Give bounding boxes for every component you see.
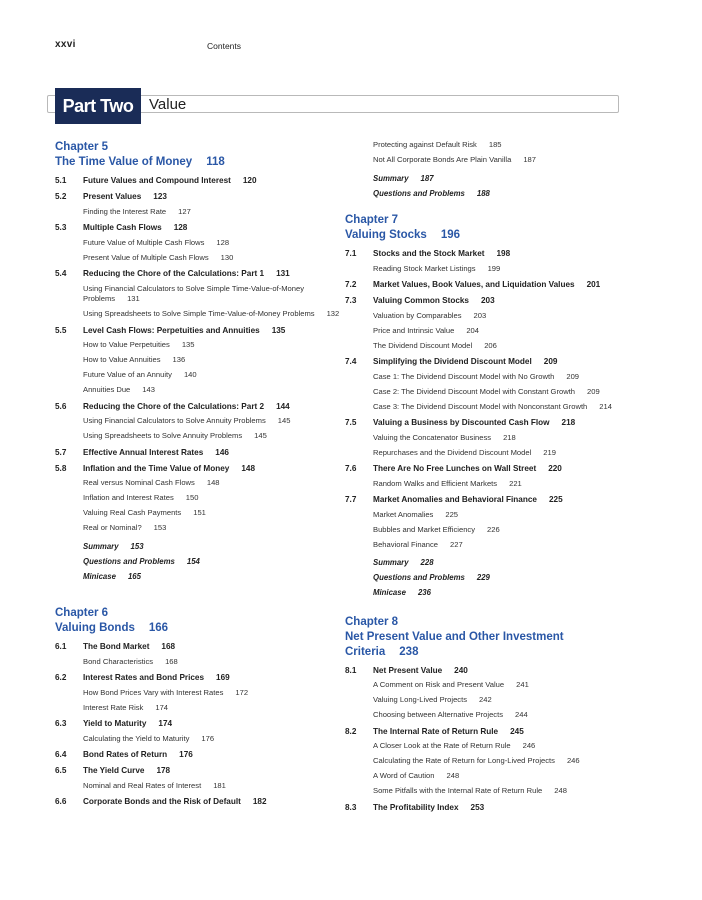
entry-title: Questions and Problems [373, 188, 465, 198]
section-title: Reducing the Chore of the Calculations: Part 2 [83, 401, 265, 411]
page-number: 132 [326, 309, 340, 318]
chapter-label: Chapter 5 [55, 141, 109, 153]
toc-section-entry[interactable] [55, 325, 345, 336]
chapter-page: 166 [148, 622, 169, 634]
entry-title: Interest Rate Risk [83, 702, 144, 712]
toc-subsection-entry[interactable] [83, 781, 345, 792]
page-number: 153 [130, 541, 144, 551]
entry-title: Behavioral Finance [373, 539, 439, 549]
entry-title: Minicase [83, 571, 116, 581]
page-number: 144 [276, 401, 290, 411]
section-number: 6.4 [55, 750, 67, 759]
toc-subsection-entry[interactable] [83, 508, 345, 519]
toc-back-matter-entry[interactable] [373, 558, 635, 569]
page-number: 165 [127, 571, 141, 581]
toc-section-entry[interactable] [55, 672, 345, 683]
section-number: 5.6 [55, 401, 67, 411]
entry-title: Using Financial Calculators to Solve Annuity Problems [83, 416, 266, 425]
toc-section-entry[interactable] [345, 665, 635, 676]
entry-title: Bond Characteristics [83, 656, 154, 666]
chapter-page: 238 [399, 645, 419, 658]
page-number: 236 [417, 588, 431, 597]
page-number: 187 [420, 173, 434, 183]
page-number: 248 [554, 786, 567, 795]
page-number: 209 [587, 386, 600, 396]
chapter-block [345, 615, 635, 813]
section-title-wrap [83, 268, 290, 279]
section-title: Market Anomalies and Behavioral Finance [373, 495, 537, 504]
toc-subsection-entry[interactable] [373, 680, 635, 691]
chapter-title-text: The Time Value of Money [55, 156, 193, 168]
page-number: 228 [420, 558, 434, 567]
section-title: Valuing Common Stocks [373, 296, 469, 305]
toc-subsection-entry[interactable] [83, 355, 345, 366]
entry-title: Nominal and Real Rates of Interest [83, 780, 202, 790]
toc-subsection-entry[interactable] [373, 372, 635, 383]
toc-subsection-entry[interactable] [373, 525, 635, 536]
toc-back-matter-entry[interactable] [373, 573, 635, 584]
section-number: 7.3 [345, 296, 357, 305]
page-number: 148 [206, 478, 220, 487]
toc-subsection-entry[interactable] [373, 771, 635, 782]
section-number: 5.8 [55, 463, 67, 473]
entry-title: Using Spreadsheets to Solve Simple Time-Value-of-Money Problems [83, 309, 315, 318]
entry-title: A Closer Look at the Rate of Return Rule [373, 741, 511, 750]
chapter-title[interactable] [345, 228, 635, 243]
page-number: 203 [481, 296, 495, 305]
entry-title: Using Financial Calculators to Solve Simple Time-Value-of-Money Problems [83, 283, 305, 303]
section-number: 7.2 [345, 280, 357, 289]
entry-title: Calculating the Rate of Return for Long-Lived Projects [373, 756, 555, 765]
section-title: Present Values [83, 192, 142, 201]
toc-section-entry[interactable] [345, 356, 635, 367]
toc-section-entry[interactable] [55, 222, 345, 233]
page-number: 229 [476, 573, 490, 582]
toc-section-entry[interactable] [345, 295, 635, 306]
toc-subsection-entry[interactable] [83, 416, 345, 427]
entry-title: Valuation by Comparables [373, 310, 462, 320]
toc-subsection-entry[interactable] [83, 370, 345, 381]
chapter-block [345, 213, 635, 599]
section-title: Bond Rates of Return [83, 750, 168, 759]
page-number: 242 [479, 695, 492, 704]
entry-title: Annuities Due [83, 385, 131, 394]
entry-title: Repurchases and the Dividend Discount Model [373, 447, 532, 457]
page-number: 253 [470, 802, 485, 812]
page-number: 123 [153, 192, 167, 201]
toc-subsection-entry[interactable] [373, 433, 635, 444]
section-title-wrap [83, 796, 267, 807]
toc-section-entry[interactable] [55, 749, 345, 760]
toc-subsection-entry[interactable] [83, 253, 345, 264]
page-number: 176 [179, 750, 193, 759]
section-title-wrap [83, 447, 229, 458]
section-title-wrap [83, 175, 257, 186]
page-number: 185 [488, 140, 502, 149]
entry-title: Questions and Problems [83, 556, 175, 566]
page-number: 169 [216, 673, 230, 682]
page-number: 136 [172, 355, 186, 364]
section-title: The Yield Curve [83, 766, 145, 775]
toc-back-matter-entry[interactable] [373, 174, 635, 185]
page-number: 181 [213, 780, 226, 790]
section-title: The Internal Rate of Return Rule [373, 726, 499, 736]
toc-subsection-entry[interactable] [83, 431, 345, 442]
section-title: Interest Rates and Bond Prices [83, 673, 205, 682]
page-number: 209 [543, 357, 558, 366]
section-number: 5.7 [55, 447, 67, 457]
entry-title: How to Value Perpetuities [83, 340, 170, 349]
page-number: 201 [586, 280, 601, 289]
chapter-title[interactable] [55, 155, 345, 170]
entry-title: Inflation and Interest Rates [83, 493, 174, 502]
entry-title: Finding the Interest Rate [83, 206, 167, 216]
toc-section-entry[interactable] [345, 248, 635, 259]
toc-column-left [55, 140, 345, 809]
page-number: 135 [271, 325, 286, 335]
entry-title: Market Anomalies [373, 509, 434, 519]
section-title-wrap [83, 325, 285, 336]
section-number: 7.6 [345, 464, 357, 473]
section-title-wrap [373, 279, 600, 290]
toc-subsection-entry[interactable] [83, 688, 345, 699]
section-title-wrap [373, 726, 524, 737]
toc-section-entry[interactable] [345, 494, 635, 505]
section-title: Reducing the Chore of the Calculations: Part 1 [83, 269, 265, 278]
page-number: 225 [445, 509, 459, 519]
section-number: 5.4 [55, 269, 67, 278]
section-title: Effective Annual Interest Rates [83, 447, 204, 457]
page-number: 120 [242, 176, 257, 185]
page-number: 182 [252, 797, 267, 806]
toc-subsection-entry[interactable] [83, 238, 345, 249]
entry-title: Case 3: The Dividend Discount Model with Nonconstant Growth [373, 401, 588, 411]
page-number: 151 [193, 508, 206, 517]
page-number: 153 [153, 523, 167, 532]
toc-section-entry[interactable] [55, 447, 345, 458]
section-title-wrap [83, 463, 255, 474]
section-number: 8.2 [345, 726, 357, 736]
toc-section-entry[interactable] [345, 726, 635, 737]
entry-title: Future Value of Multiple Cash Flows [83, 237, 205, 247]
section-title: Net Present Value [373, 665, 443, 675]
section-title-wrap [373, 295, 495, 306]
section-title: Yield to Maturity [83, 719, 147, 728]
section-number: 7.4 [345, 357, 357, 366]
page-number: 226 [487, 524, 500, 534]
section-number: 7.5 [345, 418, 357, 427]
entry-title: The Dividend Discount Model [373, 340, 473, 350]
toc-subsection-entry[interactable] [83, 309, 345, 320]
entry-title: A Comment on Risk and Present Value [373, 680, 505, 689]
toc-subsection-entry[interactable] [373, 510, 635, 521]
section-number: 8.3 [345, 802, 357, 812]
chapter-title-text: Valuing Stocks [345, 229, 427, 241]
toc-back-matter-entry[interactable] [373, 189, 635, 200]
section-title-wrap [83, 749, 193, 760]
section-title-wrap [373, 417, 575, 428]
entry-title: Future Value of an Annuity [83, 370, 172, 379]
page-number: 188 [476, 188, 490, 198]
section-title-wrap [83, 765, 170, 776]
page-number: 241 [516, 680, 529, 689]
page-number: 145 [277, 416, 291, 425]
entry-title: Choosing between Alternative Projects [373, 710, 504, 719]
toc-subsection-entry[interactable] [83, 523, 345, 534]
section-number: 5.5 [55, 325, 67, 335]
toc-subsection-entry[interactable] [83, 734, 345, 745]
chapter-title[interactable] [55, 621, 345, 636]
toc-subsection-entry[interactable] [373, 741, 635, 752]
page-number: 225 [548, 495, 563, 504]
toc-section-entry[interactable] [55, 191, 345, 202]
page-number: 174 [158, 719, 173, 728]
toc-section-entry[interactable] [55, 641, 345, 652]
toc-subsection-entry[interactable] [373, 341, 635, 352]
page-number: 220 [548, 464, 562, 473]
section-title-wrap [83, 672, 230, 683]
entry-title: Protecting against Default Risk [373, 140, 477, 149]
page-number: 127 [178, 206, 191, 216]
section-title-wrap [83, 401, 290, 412]
page-number: 203 [473, 310, 487, 320]
page-number: 131 [127, 294, 140, 303]
section-title: Valuing a Business by Discounted Cash Flow [373, 418, 550, 427]
section-title: Market Values, Book Values, and Liquidation Values [373, 280, 575, 289]
toc-subsection-entry[interactable] [83, 340, 345, 351]
section-number: 5.3 [55, 223, 67, 232]
chapter-label: Chapter 6 [55, 607, 109, 619]
page-number: 227 [450, 539, 463, 549]
page-number: 131 [276, 269, 290, 278]
page-number: 209 [566, 371, 580, 381]
section-title: The Bond Market [83, 642, 150, 651]
page-number: 172 [235, 687, 249, 697]
toc-subsection-entry[interactable] [373, 695, 635, 706]
chapter-title[interactable] [345, 630, 635, 660]
page-number: 128 [173, 223, 188, 232]
entry-title: Case 1: The Dividend Discount Model with No Growth [373, 371, 555, 381]
page-number: 240 [454, 665, 468, 675]
section-number: 6.2 [55, 673, 67, 682]
toc-back-matter-entry[interactable] [83, 557, 345, 568]
entry-title: Some Pitfalls with the Internal Rate of Return Rule [373, 786, 543, 795]
toc-subsection-entry[interactable] [83, 478, 345, 489]
toc-subsection-entry[interactable] [83, 284, 345, 305]
toc-subsection-entry[interactable] [83, 703, 345, 714]
section-title: The Profitability Index [373, 802, 459, 812]
toc-section-entry[interactable] [345, 417, 635, 428]
entry-title: Real or Nominal? [83, 523, 142, 532]
page-number: 244 [515, 710, 528, 719]
page-number: xxvi [55, 39, 76, 50]
toc-subsection-entry[interactable] [83, 385, 345, 396]
entry-title: Calculating the Yield to Maturity [83, 733, 190, 743]
chapter-page: 118 [206, 156, 225, 168]
page-number: 143 [142, 385, 155, 394]
page-number: 199 [487, 263, 501, 273]
chapter-title-text: Net Present Value and Other Investment Criteria [345, 630, 564, 658]
toc-subsection-entry[interactable] [373, 155, 635, 166]
toc-subsection-entry[interactable] [373, 710, 635, 721]
toc-section-entry[interactable] [55, 765, 345, 776]
running-title: Contents [207, 41, 242, 51]
section-title-wrap [373, 356, 557, 367]
page-number: 204 [466, 325, 479, 335]
page-number: 246 [566, 756, 580, 765]
page-number: 168 [161, 642, 176, 651]
entry-title: Present Value of Multiple Cash Flows [83, 252, 209, 262]
page-number: 135 [181, 340, 195, 349]
toc-back-matter-entry[interactable] [373, 588, 635, 599]
entry-title: Questions and Problems [373, 573, 465, 582]
section-title: Corporate Bonds and the Risk of Default [83, 797, 241, 806]
page-number: 148 [241, 463, 256, 473]
part-label: Part Two [55, 88, 141, 124]
toc-section-entry[interactable] [55, 175, 345, 186]
page-number: 176 [201, 733, 215, 743]
entry-title: Summary [373, 558, 409, 567]
toc-section-entry[interactable] [345, 463, 635, 474]
toc-section-entry[interactable] [345, 279, 635, 290]
section-title: Stocks and the Stock Market [373, 249, 485, 258]
section-number: 7.7 [345, 495, 357, 504]
toc-subsection-entry[interactable] [373, 540, 635, 551]
section-title: Future Values and Compound Interest [83, 176, 231, 185]
toc-back-matter-entry[interactable] [83, 542, 345, 553]
section-number: 6.1 [55, 642, 67, 651]
chapter-label: Chapter 7 [345, 214, 399, 226]
section-title-wrap [83, 222, 187, 233]
section-title-wrap [83, 191, 167, 202]
toc-back-matter-entry[interactable] [83, 572, 345, 583]
section-title-wrap [83, 641, 175, 652]
section-title: Simplifying the Dividend Discount Model [373, 357, 532, 366]
section-title: Level Cash Flows: Perpetuities and Annuities [83, 325, 260, 335]
toc-section-entry[interactable] [55, 463, 345, 474]
section-title: There Are No Free Lunches on Wall Street [373, 464, 537, 473]
entry-title: Real versus Nominal Cash Flows [83, 478, 195, 487]
page-number: 140 [183, 370, 197, 379]
entry-title: How to Value Annuities [83, 355, 161, 364]
chapter-block [55, 140, 345, 582]
page-number: 221 [509, 478, 522, 488]
entry-title: Random Walks and Efficient Markets [373, 478, 498, 488]
entry-title: Summary [83, 541, 119, 551]
page-number: 219 [543, 447, 556, 457]
toc-subsection-entry[interactable] [373, 479, 635, 490]
entry-title: Case 2: The Dividend Discount Model with Constant Growth [373, 386, 576, 396]
section-title-wrap [373, 665, 468, 676]
chapter-page: 196 [440, 229, 460, 241]
page-number: 145 [254, 431, 267, 440]
toc-subsection-entry[interactable] [373, 786, 635, 797]
toc-section-entry[interactable] [345, 802, 635, 813]
toc-section-entry[interactable] [55, 401, 345, 412]
entry-title: Price and Intrinsic Value [373, 325, 455, 335]
entry-title: Bubbles and Market Efficiency [373, 524, 476, 534]
section-title-wrap [83, 718, 172, 729]
page-number: 178 [156, 766, 171, 775]
section-title-wrap [373, 802, 484, 813]
section-number: 6.6 [55, 797, 67, 806]
toc-subsection-entry[interactable] [373, 402, 635, 413]
entry-title: Reading Stock Market Listings [373, 263, 476, 273]
page-number: 214 [599, 401, 612, 411]
toc-subsection-entry[interactable] [373, 140, 635, 151]
page-number: 168 [165, 656, 178, 666]
page-number: 174 [155, 702, 169, 712]
toc-section-entry[interactable] [55, 796, 345, 807]
toc-subsection-entry[interactable] [83, 493, 345, 504]
section-title-wrap [373, 463, 562, 474]
toc-subsection-entry[interactable] [373, 756, 635, 767]
page-number: 146 [215, 447, 229, 457]
chapter-block [55, 606, 345, 807]
section-title-wrap [373, 494, 563, 505]
page-number: 245 [510, 726, 524, 736]
entry-title: How Bond Prices Vary with Interest Rates [83, 687, 224, 697]
section-number: 8.1 [345, 665, 357, 675]
entry-title: Valuing the Concatenator Business [373, 432, 492, 442]
page-number: 248 [446, 771, 460, 780]
entry-title: A Word of Caution [373, 771, 435, 780]
section-number: 7.1 [345, 249, 357, 258]
section-title-wrap [373, 248, 510, 259]
chapter-label: Chapter 8 [345, 615, 399, 628]
toc-column-right [345, 140, 635, 815]
continued-entries [345, 140, 635, 199]
entry-title: Valuing Real Cash Payments [83, 508, 182, 517]
right-chapters [345, 213, 635, 813]
page-number: 130 [220, 252, 234, 262]
toc-subsection-entry[interactable] [373, 387, 635, 398]
toc-subsection-entry[interactable] [373, 264, 635, 275]
toc-subsection-entry[interactable] [83, 207, 345, 218]
page-number: 187 [523, 155, 536, 164]
page-number: 150 [185, 493, 199, 502]
toc-subsection-entry[interactable] [373, 326, 635, 337]
toc-subsection-entry[interactable] [373, 448, 635, 459]
section-number: 5.1 [55, 176, 67, 185]
entry-title: Valuing Long-Lived Projects [373, 695, 467, 704]
section-number: 5.2 [55, 192, 67, 201]
entry-title: Minicase [373, 588, 406, 597]
toc-section-entry[interactable] [55, 268, 345, 279]
toc-section-entry[interactable] [55, 718, 345, 729]
section-number: 6.5 [55, 766, 67, 775]
entry-title: Not All Corporate Bonds Are Plain Vanilla [373, 155, 512, 164]
page-number: 246 [522, 741, 536, 750]
page-number: 206 [484, 340, 497, 350]
section-title: Inflation and the Time Value of Money [83, 463, 230, 473]
page-number: 198 [496, 249, 511, 258]
part-title: Value [149, 96, 187, 113]
chapter-title-text: Valuing Bonds [55, 622, 135, 634]
page-number: 154 [186, 556, 200, 566]
section-title: Multiple Cash Flows [83, 223, 162, 232]
page-number: 218 [561, 418, 576, 427]
page-number: 128 [216, 237, 230, 247]
toc-subsection-entry[interactable] [83, 657, 345, 668]
section-number: 6.3 [55, 719, 67, 728]
entry-title: Using Spreadsheets to Solve Annuity Problems [83, 431, 243, 440]
entry-title: Summary [373, 173, 409, 183]
toc-subsection-entry[interactable] [373, 311, 635, 322]
page-number: 218 [503, 432, 516, 442]
